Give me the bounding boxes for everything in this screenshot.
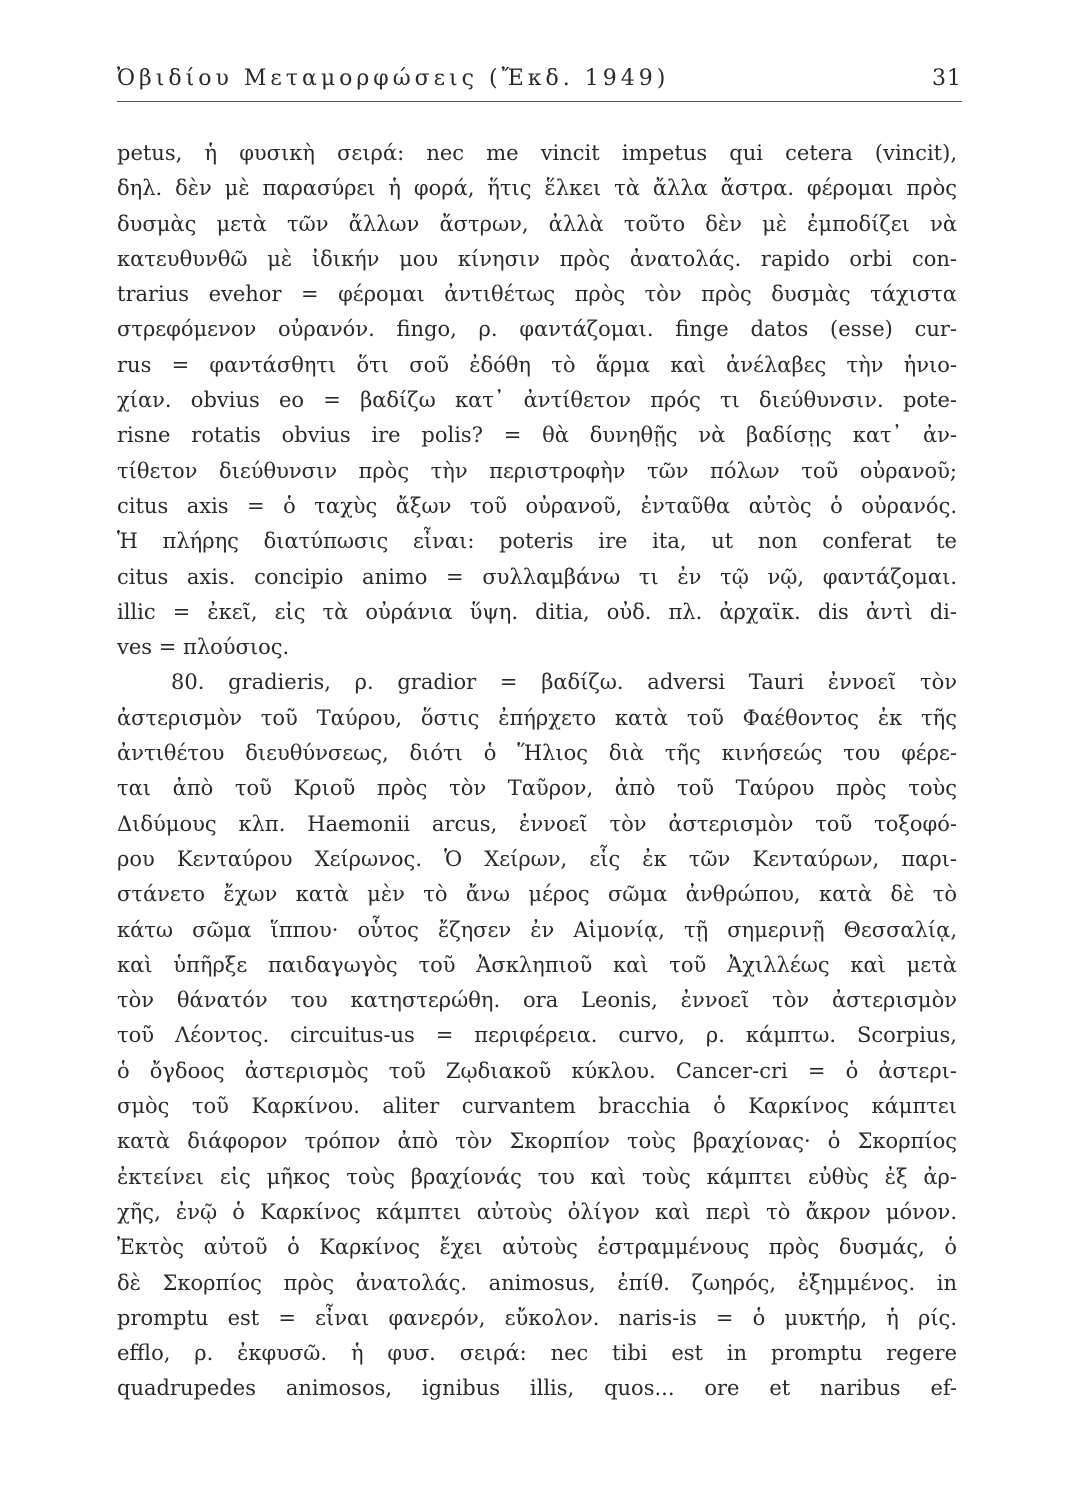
text-line: τοῦ Λέοντος. circuitus-us = περιφέρεια. curvo, ρ. κάμπτω. Scorpius, xyxy=(117,1023,957,1048)
text-line: ἀντιθέτου διευθύνσεως, διότι ὁ Ἥλιος διὰ τῆς κινήσεώς του φέρε- xyxy=(117,741,957,766)
text-line: χίαν. obvius eo = βαδίζω κατ᾽ ἀντίθετον πρός τι διεύθυνσιν. pote- xyxy=(117,388,957,413)
text-line: κάτω σῶμα ἵππου· οὗτος ἔζησεν ἐν Αἱμονίᾳ, τῇ σημερινῇ Θεσσαλίᾳ, xyxy=(117,917,957,942)
text-line: promptu est = εἶναι φανερόν, εὔκολον. naris-is = ὁ μυκτήρ, ἡ ρίς. xyxy=(117,1305,957,1330)
text-line: κατευθυνθῶ μὲ ἰδικήν μου κίνησιν πρὸς ἀνατολάς. rapido orbi con- xyxy=(117,246,957,271)
text-line: στάνετο ἔχων κατὰ μὲν τὸ ἄνω μέρος σῶμα ἀνθρώπου, κατὰ δὲ τὸ xyxy=(117,882,957,907)
text-line: Ἐκτὸς αὐτοῦ ὁ Καρκίνος ἔχει αὐτοὺς ἐστραμμένους πρὸς δυσμάς, ὁ xyxy=(117,1235,957,1260)
text-line: τίθετον διεύθυνσιν πρὸς τὴν περιστροφὴν τῶν πόλων τοῦ οὐρανοῦ; xyxy=(117,458,957,483)
text-line: καὶ ὑπῆρξε παιδαγωγὸς τοῦ Ἀσκληπιοῦ καὶ τοῦ Ἀχιλλέως καὶ μετὰ xyxy=(117,952,957,977)
running-title: Ὀβιδίου Μεταμορφώσεις (Ἔκδ. 1949) xyxy=(117,66,670,91)
text-line: κατὰ διάφορον τρόπον ἀπὸ τὸν Σκορπίον τοὺς βραχίονας· ὁ Σκορπίος xyxy=(117,1129,957,1154)
text-line: rus = φαντάσθητι ὅτι σοῦ ἐδόθη τὸ ἅρμα καὶ ἀνέλαβες τὴν ἡνιο- xyxy=(117,352,957,377)
text-line: δυσμὰς μετὰ τῶν ἄλλων ἄστρων, ἀλλὰ τοῦτο δὲν μὲ ἐμποδίζει νὰ xyxy=(117,211,957,236)
text-line: citus axis = ὁ ταχὺς ἄξων τοῦ οὐρανοῦ, ἐνταῦθα αὐτὸς ὁ οὐρανός. xyxy=(117,493,957,518)
text-line: σμὸς τοῦ Καρκίνου. aliter curvantem bracchia ὁ Καρκίνος κάμπτει xyxy=(117,1094,957,1119)
text-line: quadrupedes animosos, ignibus illis, quos... ore et naribus ef- xyxy=(117,1376,957,1401)
text-line: 80. gradieris, ρ. gradior = βαδίζω. adversi Tauri ἐννοεῖ τὸν xyxy=(171,670,957,695)
header-rule xyxy=(117,101,962,102)
text-line: ὁ ὄγδοος ἀστερισμὸς τοῦ Ζῳδιακοῦ κύκλου. Cancer-cri = ὁ ἀστερι- xyxy=(117,1058,957,1083)
commentary-text xyxy=(117,136,957,1407)
page-number: 31 xyxy=(932,66,962,91)
text-line: citus axis. concipio animo = συλλαμβάνω τι ἐν τῷ νῷ, φαντάζομαι. xyxy=(117,564,957,589)
text-line: δὲ Σκορπίος πρὸς ἀνατολάς. animosus, ἐπίθ. ζωηρός, ἐξημμένος. in xyxy=(117,1270,957,1295)
text-line: trarius evehor = φέρομαι ἀντιθέτως πρὸς τὸν πρὸς δυσμὰς τάχιστα xyxy=(117,282,957,307)
text-line: χῆς, ἐνῷ ὁ Καρκίνος κάμπτει αὐτοὺς ὀλίγον καὶ περὶ τὸ ἄκρον μόνον. xyxy=(117,1199,957,1224)
text-line: Διδύμους κλπ. Haemonii arcus, ἐννοεῖ τὸν ἀστερισμὸν τοῦ τοξοφό- xyxy=(117,811,957,836)
text-line: στρεφόμενον οὐρανόν. fingo, ρ. φαντάζομαι. finge datos (esse) cur- xyxy=(117,317,957,342)
text-line: ρου Κενταύρου Χείρωνος. Ὁ Χείρων, εἷς ἐκ τῶν Κενταύρων, παρι- xyxy=(117,846,957,871)
text-line: illic = ἐκεῖ, εἰς τὰ οὐράνια ὕψη. ditia, οὐδ. πλ. ἀρχαϊκ. dis ἀντὶ di- xyxy=(117,599,957,624)
text-line: petus, ἡ φυσικὴ σειρά: nec me vincit impetus qui cetera (vincit), xyxy=(117,141,957,165)
text-line: ves = πλούσιος. xyxy=(117,635,290,660)
text-line: ἀστερισμὸν τοῦ Ταύρου, ὅστις ἐπήρχετο κατὰ τοῦ Φαέθοντος ἐκ τῆς xyxy=(117,705,957,730)
text-line: Ἡ πλήρης διατύπωσις εἶναι: poteris ire ita, ut non conferat te xyxy=(117,529,957,554)
text-line: δηλ. δὲν μὲ παρασύρει ἡ φορά, ἥτις ἕλκει τὰ ἄλλα ἄστρα. φέρομαι πρὸς xyxy=(117,176,957,201)
text-line: ἐκτείνει εἰς μῆκος τοὺς βραχίονάς του καὶ τοὺς κάμπτει εὐθὺς ἐξ ἀρ- xyxy=(117,1164,957,1189)
text-line: efflo, ρ. ἐκφυσῶ. ἡ φυσ. σειρά: nec tibi est in promptu regere xyxy=(117,1341,957,1366)
text-line: risne rotatis obvius ire polis? = θὰ δυνηθῇς νὰ βαδίσῃς κατ᾽ ἀν- xyxy=(117,423,957,448)
text-line: ται ἀπὸ τοῦ Κριοῦ πρὸς τὸν Ταῦρον, ἀπὸ τοῦ Ταύρου πρὸς τοὺς xyxy=(117,776,957,801)
text-line: τὸν θάνατόν του κατηστερώθη. ora Leonis, ἐννοεῖ τὸν ἀστερισμὸν xyxy=(117,988,957,1013)
